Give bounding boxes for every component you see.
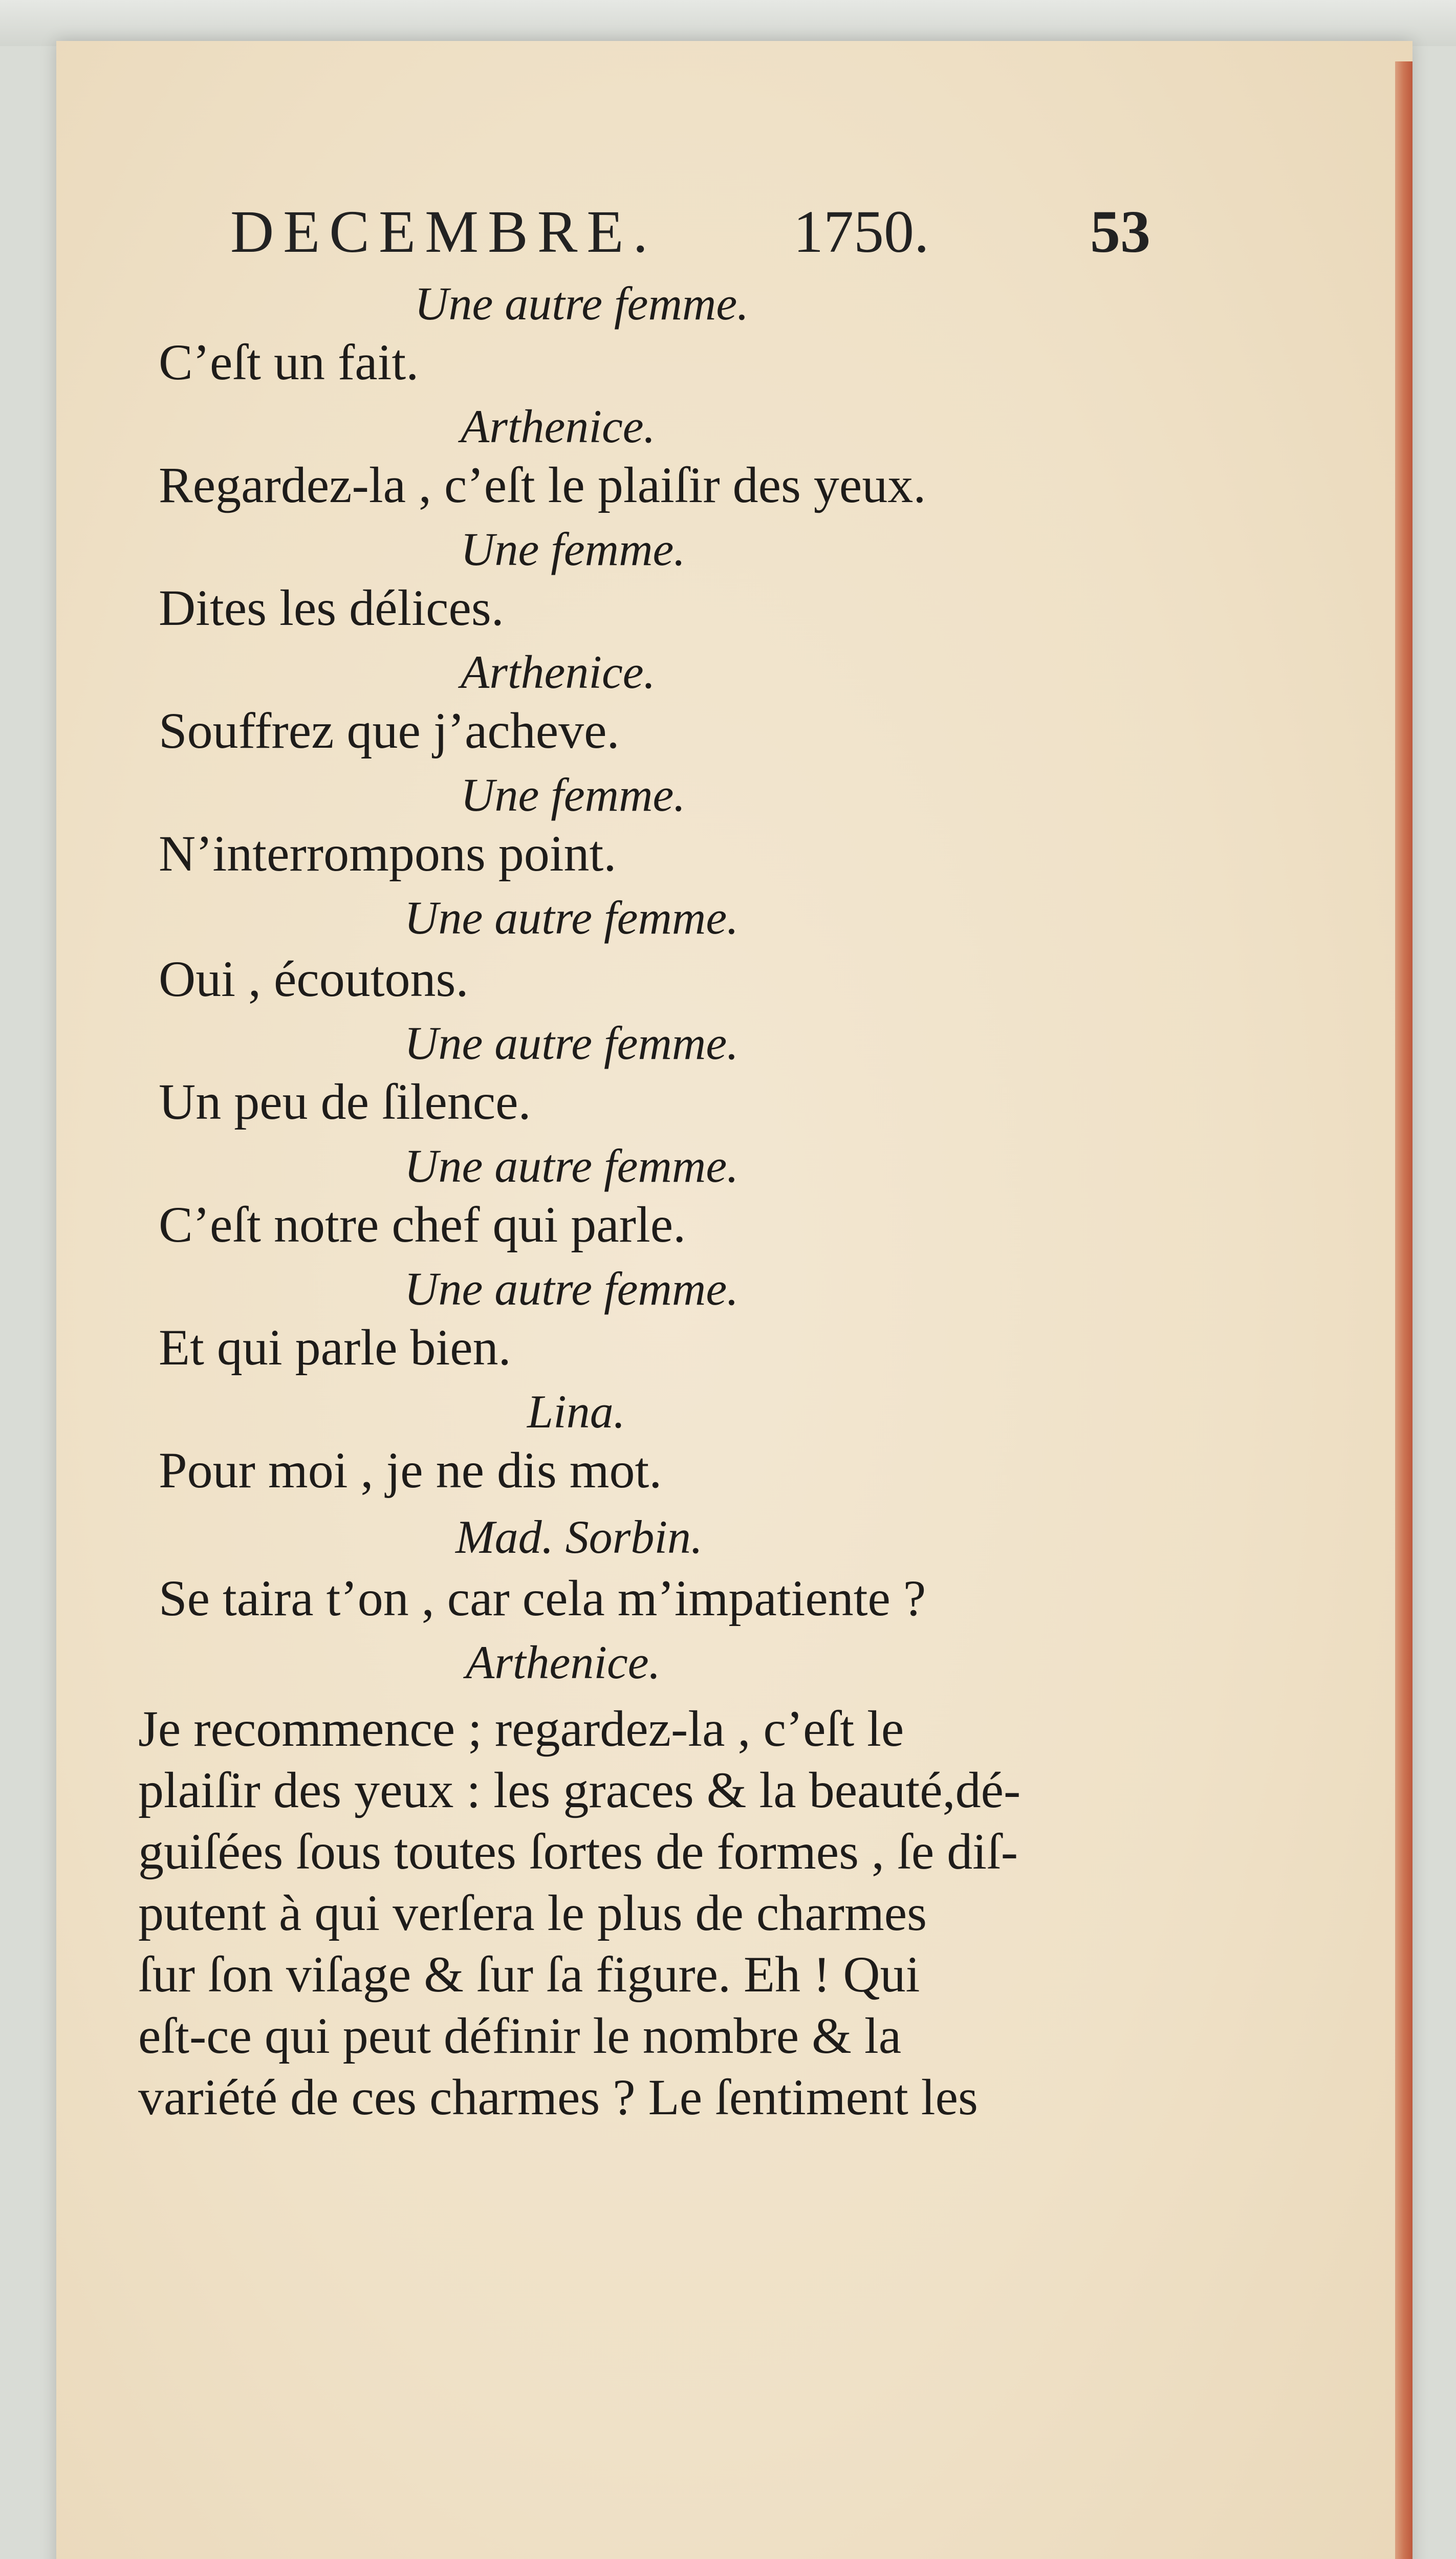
speaker-label: Arthenice.	[461, 400, 656, 452]
speaker-label: Une autre femme.	[415, 277, 749, 330]
book-page	[56, 41, 1412, 2559]
speaker-label: Arthenice.	[466, 1636, 661, 1688]
speech-line: Regardez-la , c’eſt le plaiſir des yeux.	[159, 457, 926, 513]
speech-line: C’eſt notre chef qui parle.	[159, 1196, 686, 1253]
speaker-label: Une femme.	[461, 523, 686, 575]
speech-line: Et qui parle bien.	[159, 1319, 511, 1376]
scan-background	[0, 0, 1456, 46]
speaker-label: Arthenice.	[461, 646, 656, 698]
speech-line: N’interrompons point.	[159, 825, 617, 882]
speaker-label: Une autre femme.	[404, 1140, 739, 1192]
prose-line: ſur ſon viſage & ſur ſa figure. Eh ! Qui	[138, 1946, 920, 2003]
prose-line: plaiſir des yeux : les graces & la beauté,dé-	[138, 1762, 1021, 1818]
speaker-label: Une femme.	[461, 769, 686, 821]
prose-line: guiſées ſous toutes ſortes de formes , ſe diſ-	[138, 1823, 1018, 1880]
speaker-label: Une autre femme.	[404, 1017, 739, 1069]
speech-line: C’eſt un fait.	[159, 334, 419, 391]
speech-line: Se taira t’on , car cela m’impatiente ?	[159, 1570, 926, 1627]
speech-line: Oui , écoutons.	[159, 950, 469, 1007]
speaker-label: Lina.	[527, 1385, 625, 1438]
prose-line: eſt-ce qui peut définir le nombre & la	[138, 2007, 902, 2064]
speaker-label: Une autre femme.	[404, 892, 739, 944]
running-head: DECEMBRE.	[230, 198, 657, 265]
prose-line: putent à qui verſera le plus de charmes	[138, 1884, 927, 1941]
prose-line: Je recommence ; regardez-la , c’eſt le	[138, 1700, 904, 1757]
speech-line: Pour moi , je ne dis mot.	[159, 1442, 662, 1499]
page-number: 53	[1090, 198, 1150, 265]
speech-line: Souffrez que j’acheve.	[159, 702, 620, 759]
speech-line: Un peu de ſilence.	[159, 1073, 531, 1130]
header-year: 1750.	[793, 198, 929, 265]
page-edge	[1395, 61, 1412, 2559]
speech-line: Dites les délices.	[159, 579, 504, 636]
speaker-label: Mad. Sorbin.	[455, 1511, 703, 1563]
prose-line: variété de ces charmes ? Le ſentiment les	[138, 2069, 978, 2126]
speaker-label: Une autre femme.	[404, 1263, 739, 1315]
page-header	[56, 177, 1412, 269]
